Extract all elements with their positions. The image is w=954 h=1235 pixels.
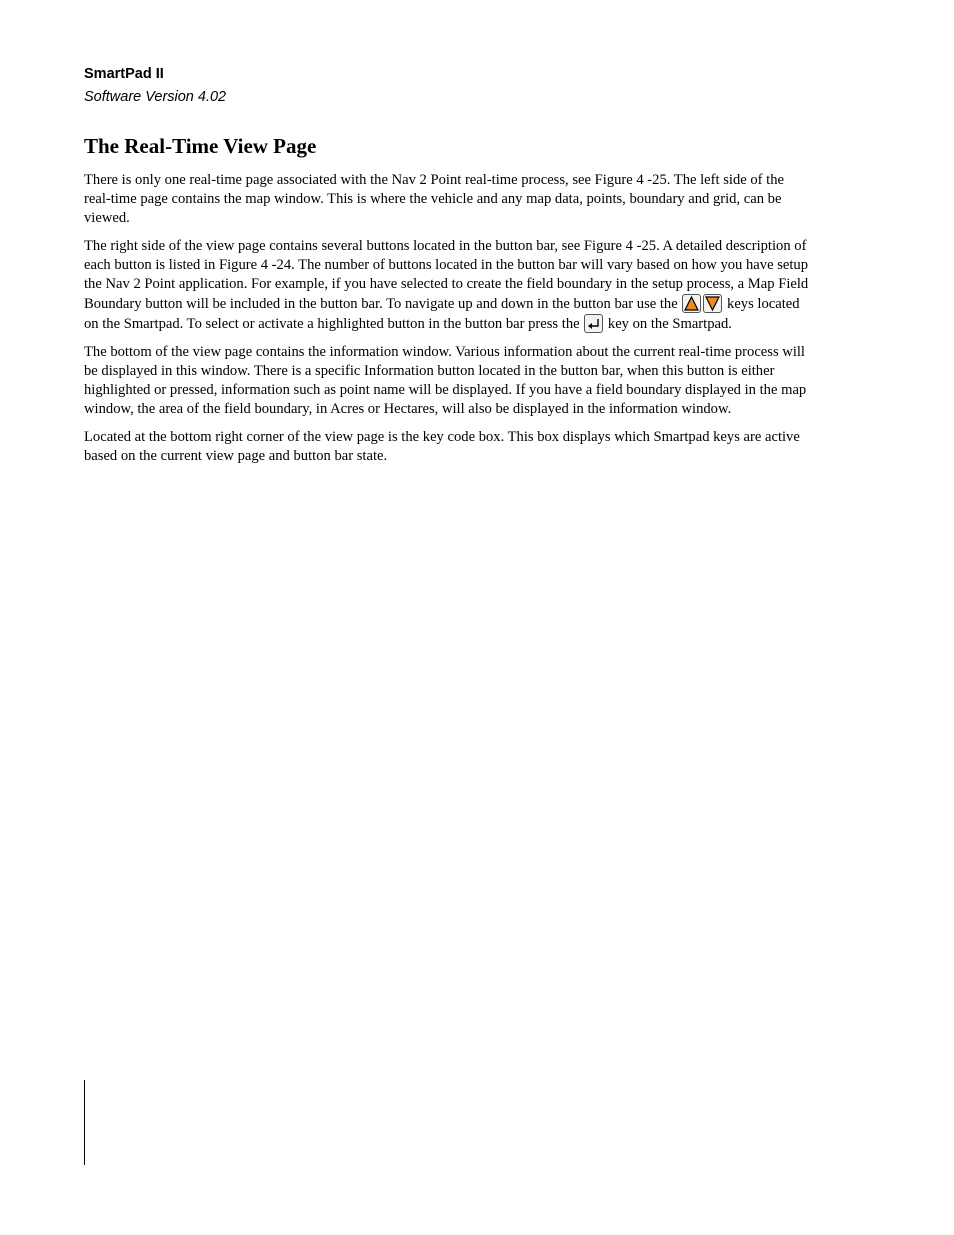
down-arrow-key-icon [703,294,722,313]
paragraph-button-bar-text-2: keys located on the Smartpad. To select or activate a highlighted button in the button bar press the [84,296,800,332]
paragraph-button-bar [84,237,814,334]
software-version: Software Version 4.02 [84,89,227,105]
product-name: SmartPad II [84,66,164,82]
margin-rule [84,1080,85,1165]
paragraph-information-window: The bottom of the view page contains the information window. Various information about the current real-time process will be displayed in this window. There is a specific Information button located in the button bar, when this button is either highlighted or pressed, information such as point name will be displayed. If you have a field boundary displayed in the map window, the area of the field boundary, in Acres or Hectares, will also be displayed in the information window. [84,344,807,417]
up-arrow-key-icon [682,294,701,313]
paragraph-button-bar-text-3: key on the Smartpad. [607,316,732,332]
section-title: The Real-Time View Page [84,134,317,158]
paragraph-key-code-box: Located at the bottom right corner of the view page is the key code box. This box displays which Smartpad keys are active based on the current view page and button bar state. [84,429,800,464]
body-text [84,171,814,475]
paragraph-map-window: There is only one real-time page associated with the Nav 2 Point real-time process, see Figure 4 -25. The left side of the real-time page contains the map window. This is where the vehicle and any map data, points, boundary and grid, can be viewed. [84,172,785,226]
paragraph-button-bar-text-1: The right side of the view page contains several buttons located in the button bar, see Figure 4 -25. A detailed description of each button is listed in Figure 4 -24. The number of buttons located in the button bar will vary based on how you have setup the Nav 2 Point application. For example, if you have selected to create the field boundary in the setup process, a Map Field Boundary button will be included in the button bar. To navigate up and down in the button bar use the [84,238,809,312]
enter-key-icon [584,314,603,333]
